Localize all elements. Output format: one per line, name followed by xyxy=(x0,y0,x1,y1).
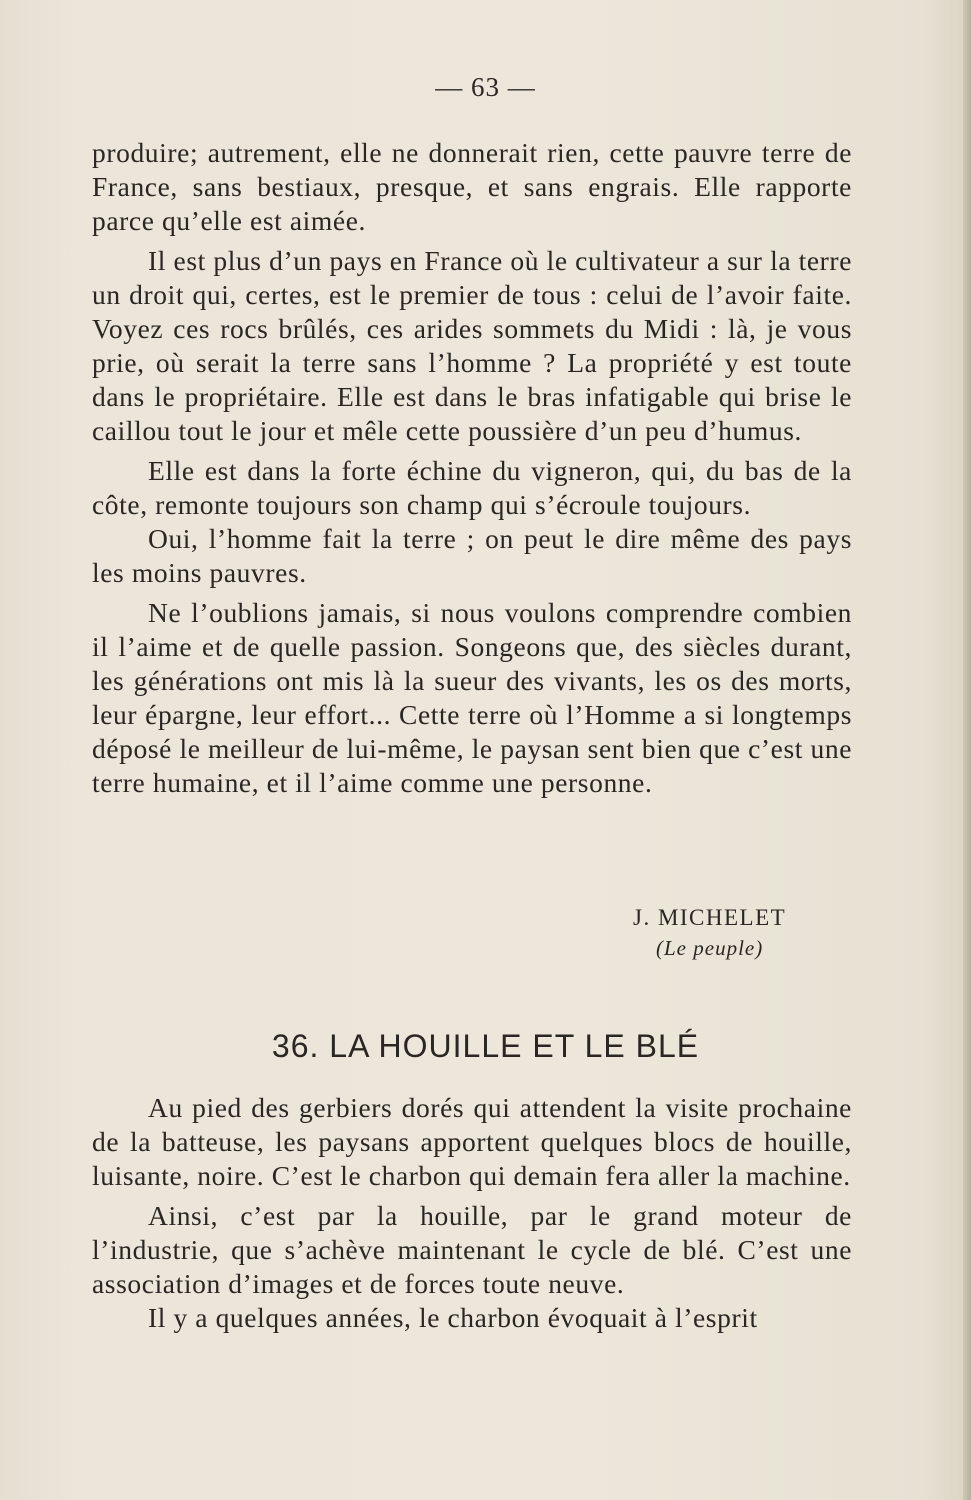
paragraph: produire; autrement, elle ne donnerait rien, cette pauvre terre de France, sans bestiaux, presque, et sans engrais. Elle rapporte parce qu’elle est aimée. xyxy=(92,137,852,236)
section-title: 36. LA HOUILLE ET LE BLÉ xyxy=(271,1028,700,1064)
text-block-houille xyxy=(92,1091,852,1335)
page-edge xyxy=(963,0,971,1500)
paragraph: Ne l’oublions jamais, si nous voulons comprendre combien il l’aime et de quelle passion. Songeons que, des siècles durant, les générations ont mis là la sueur des vivants, les os des morts, leur épargne, leur effort... Cette terre où l’Homme a si longtemps déposé le meilleur de lui-même, le paysan sent bien que c’est une terre humaine, et il l’aime comme une personne. xyxy=(92,597,852,798)
paragraph: Au pied des gerbiers dorés qui attendent la visite prochaine de la batteuse, les paysans apportent quelques blocs de houille, luisante, noire. C’est le charbon qui demain fera aller la machine. xyxy=(92,1092,852,1191)
text-block-michelet xyxy=(92,136,852,800)
paragraph: Elle est dans la forte échine du vigneron, qui, du bas de la côte, remonte toujours son champ qui s’écroule toujours. xyxy=(92,455,852,520)
paragraph: Il y a quelques années, le charbon évoquait à l’esprit xyxy=(148,1302,758,1333)
paragraph: Oui, l’homme fait la terre ; on peut le dire même des pays les moins pauvres. xyxy=(92,523,852,588)
page-number: — 63 — xyxy=(435,72,536,102)
signature-work: (Le peuple) xyxy=(656,936,764,960)
paragraph: Ainsi, c’est par la houille, par le grand moteur de l’industrie, que s’achève maintenant le cycle de blé. C’est une association d’images et de forces toute neuve. xyxy=(92,1200,852,1299)
paragraph: Il est plus d’un pays en France où le cultivateur a sur la terre un droit qui, certes, est le premier de tous : celui de l’avoir faite. Voyez ces rocs brûlés, ces arides sommets du Midi : là, je vous prie, où serait la terre sans l’homme ? La propriété y est toute dans le propriétaire. Elle est dans le bras infatigable qui brise le caillou tout le jour et mêle cette poussière d’un peu d’humus. xyxy=(92,245,852,446)
signature-author: J. MICHELET xyxy=(633,905,787,930)
